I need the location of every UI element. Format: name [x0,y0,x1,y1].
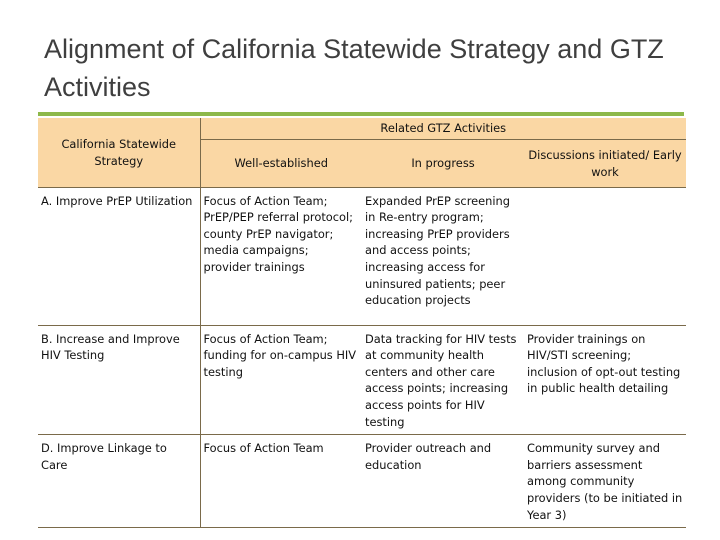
column-header-well-established: Well-established [200,139,362,187]
strategy-cell: A. Improve PrEP Utilization [38,187,200,325]
strategy-cell: D. Improve Linkage to Care [38,435,200,528]
early-work-cell: Provider trainings on HIV/STI screening; inclusion of opt-out testing in public health detailing [524,325,686,435]
title-underline [38,112,684,116]
table-row [38,187,686,325]
alignment-table [38,118,686,528]
in-progress-cell: Expanded PrEP screening in Re-entry program; increasing PrEP providers and access points; increasing access for uninsured patients; peer education projects [362,187,524,325]
early-work-cell [524,187,686,325]
header-row-top [38,118,686,139]
table-row [38,435,686,528]
in-progress-cell: Data tracking for HIV tests at community health centers and other care access points; increasing access points for HIV testing [362,325,524,435]
column-header-in-progress: In progress [362,139,524,187]
related-activities-header: Related GTZ Activities [200,118,686,139]
slide-title: Alignment of California Statewide Strategy and GTZ Activities [44,34,664,102]
early-work-cell: Community survey and barriers assessment among community providers (to be initiated in Year 3) [524,435,686,528]
strategy-cell: B. Increase and Improve HIV Testing [38,325,200,435]
well-established-cell: Focus of Action Team [200,435,362,528]
in-progress-cell: Provider outreach and education [362,435,524,528]
well-established-cell: Focus of Action Team; PrEP/PEP referral protocol; county PrEP navigator; media campaigns; provider trainings [200,187,362,325]
table-row [38,325,686,435]
well-established-cell: Focus of Action Team; funding for on-campus HIV testing [200,325,362,435]
strategy-header: California Statewide Strategy [38,118,200,187]
column-header-early-work: Discussions initiated/ Early work [524,139,686,187]
